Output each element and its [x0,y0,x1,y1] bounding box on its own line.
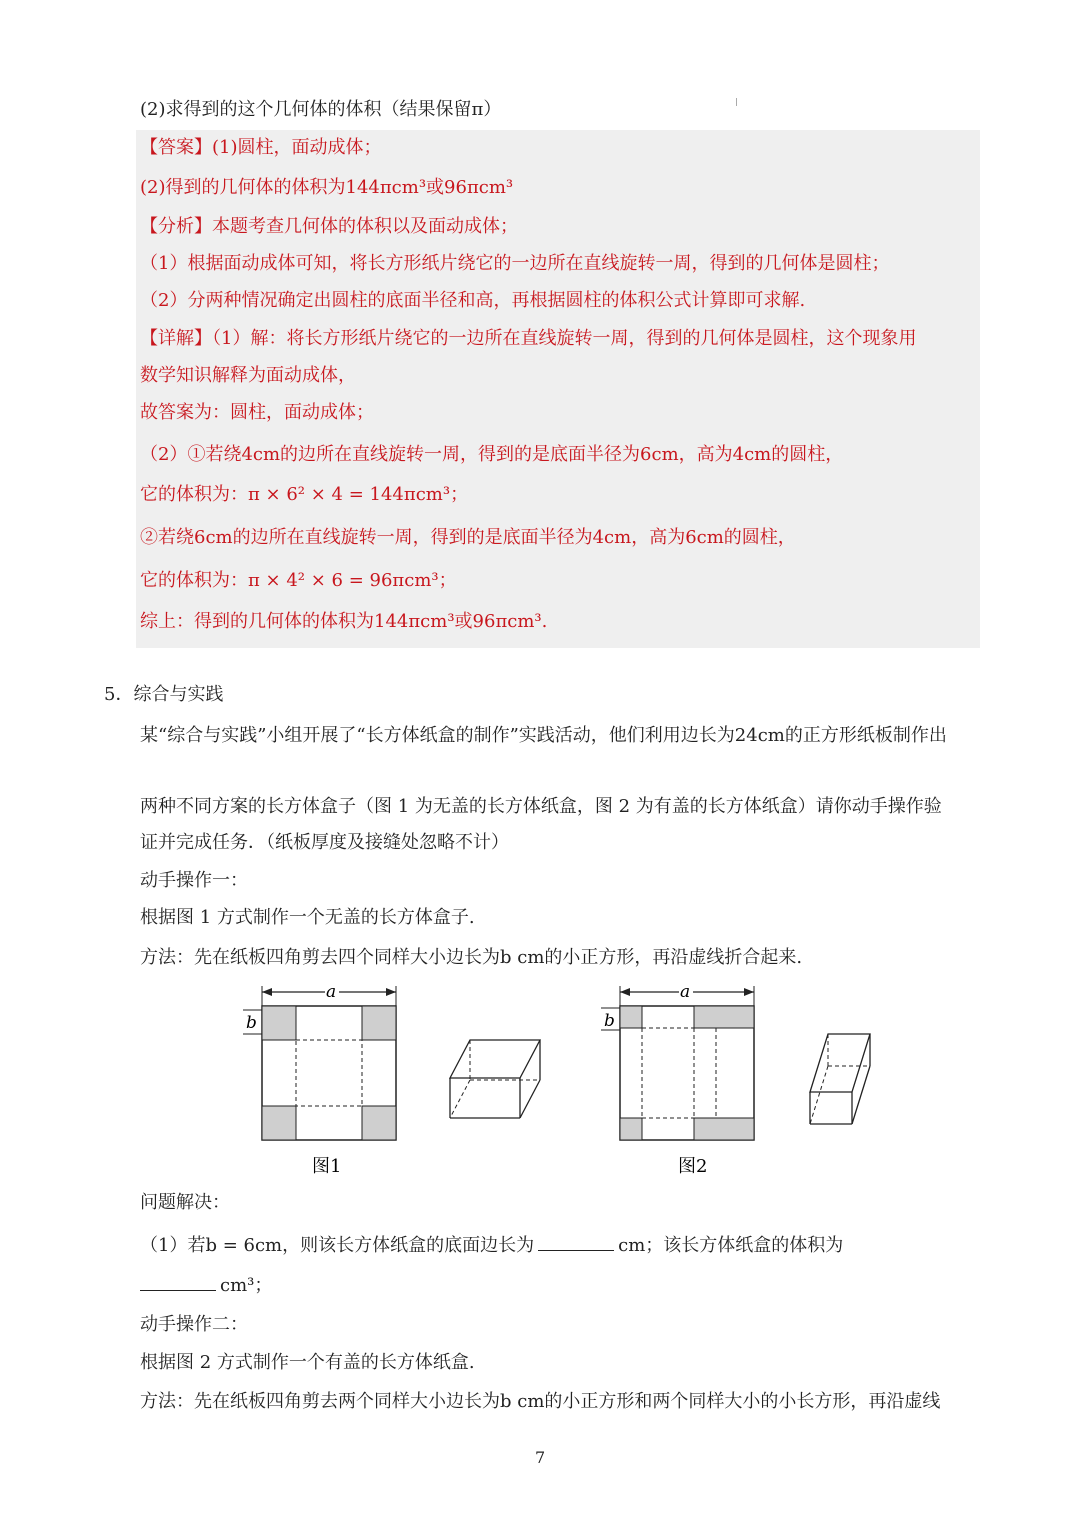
cut-corner [262,1106,296,1140]
box-top-edge [450,1040,540,1078]
tick-mark [736,98,737,106]
figure-1-box [446,1036,546,1126]
cut-rectangle [694,1118,754,1140]
analysis-2: （2）分两种情况确定出圆柱的底面半径和高，再根据圆柱的体积公式计算即可求解. [140,290,806,311]
cut-corner [620,1118,642,1140]
sub-question-1-line2 [140,1272,272,1298]
q5-paragraph-2: 两种不同方案的长方体盒子（图 1 为无盖的长方体纸盒，图 2 为有盖的长方体纸盒）请你动手操作验 [140,796,942,817]
box-edge [852,1066,870,1124]
arrow-head-left [262,988,272,996]
answer-line2: (2)得到的几何体的体积为144πcm³或96πcm³ [140,177,514,198]
detail-8: 综上：得到的几何体的体积为144πcm³或96πcm³. [140,611,548,632]
sub-question-1-text: （1）若b = 6cm，则该长方体纸盒的底面边长为 [140,1235,535,1256]
cut-corner [620,1006,642,1028]
hidden-edge [450,1080,470,1118]
analysis-1: （1）根据面动成体可知，将长方形纸片绕它的一边所在直线旋转一周，得到的几何体是圆柱； [140,253,890,274]
answer-blank-volume[interactable] [140,1272,216,1291]
cut-rectangle [694,1006,754,1028]
box-edge [520,1080,540,1118]
arrow-head-right [744,988,754,996]
q5-paragraph-1: 某“综合与实践”小组开展了“长方体纸盒的制作”实践活动，他们利用边长为24cm的正方形纸板制作出 [140,725,947,746]
arrow-head-right [386,988,396,996]
operation-1-method: 方法：先在纸板四角剪去四个同样大小边长为b cm的小正方形，再沿虚线折合起来. [140,947,803,968]
cut-corner [262,1006,296,1040]
detail-2: 数学知识解释为面动成体， [140,365,356,386]
operation-1-desc: 根据图 1 方式制作一个无盖的长方体盒子. [140,907,475,928]
sub-question-1-unit: cm；该长方体纸盒的体积为 [618,1235,844,1256]
operation-2-desc: 根据图 2 方式制作一个有盖的长方体纸盒. [140,1352,475,1373]
figure-1-caption: 图1 [312,1156,342,1177]
label-a: a [680,982,691,1002]
label-a: a [326,982,337,1002]
figure-2-box [806,1030,876,1130]
question-5-title: 5．综合与实践 [104,684,224,705]
detail-6: ②若绕6cm的边所在直线旋转一周，得到的是底面半径为4cm，高为6cm的圆柱， [140,527,796,548]
operation-2-title: 动手操作二： [140,1314,248,1335]
detail-4: （2）①若绕4cm的边所在直线旋转一周，得到的是底面半径为6cm，高为4cm的圆柱， [140,444,844,465]
analysis-heading: 【分析】本题考查几何体的体积以及面动成体； [140,216,518,237]
sub-question-1 [140,1232,843,1258]
box-top-edge [810,1034,870,1092]
label-b: b [604,1011,615,1031]
solve-title: 问题解决： [140,1192,230,1213]
detail-3: 故答案为：圆柱，面动成体； [140,402,374,423]
cut-corner [362,1106,396,1140]
hidden-edge [810,1066,828,1124]
arrow-head-left [620,988,630,996]
figure-1-net [240,980,410,1180]
cut-corner [362,1006,396,1040]
detail-1: 【详解】（1）解：将长方形纸片绕它的一边所在直线旋转一周，得到的几何体是圆柱，这个现象用 [140,328,917,349]
detail-5: 它的体积为：π × 6² × 4 = 144πcm³； [140,484,469,505]
figure-2-caption: 图2 [678,1156,708,1177]
answer-line1: 【答案】(1)圆柱，面动成体； [140,137,382,158]
figure-2-net [598,980,768,1180]
label-b: b [246,1013,257,1033]
detail-7: 它的体积为：π × 4² × 6 = 96πcm³； [140,570,457,591]
q5-paragraph-3: 证并完成任务．（纸板厚度及接缝处忽略不计） [140,832,509,853]
operation-2-method: 方法：先在纸板四角剪去两个同样大小边长为b cm的小正方形和两个同样大小的小长方形，再沿虚线 [140,1391,941,1412]
operation-1-title: 动手操作一： [140,870,248,891]
page-number: 7 [535,1448,546,1467]
question-part2: (2)求得到的这个几何体的体积（结果保留π） [140,99,502,120]
volume-unit: cm³； [220,1275,273,1296]
answer-blank-side[interactable] [538,1232,614,1251]
